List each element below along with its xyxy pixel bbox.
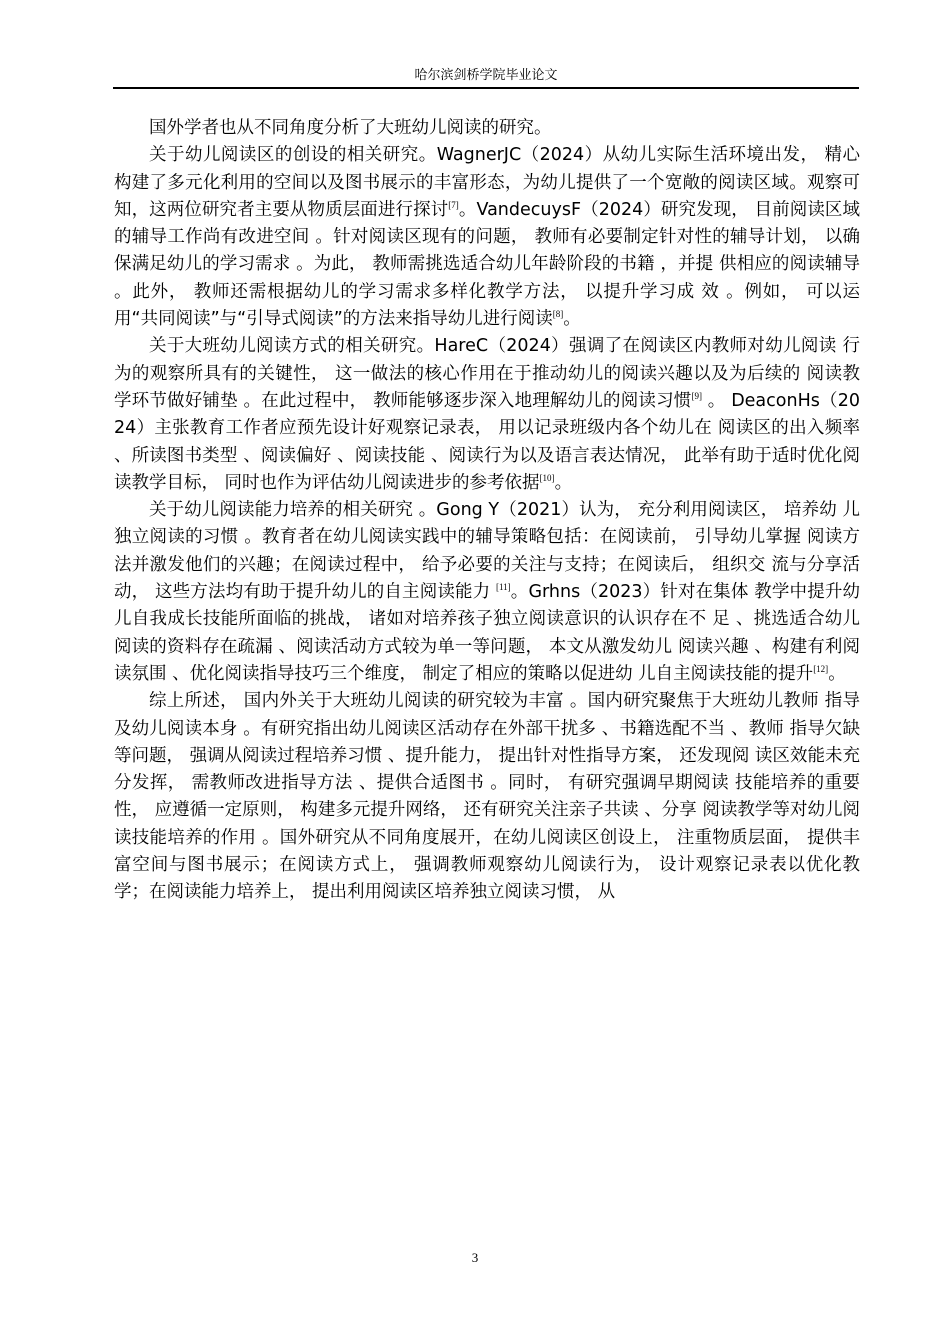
paragraph-text: 。 DeaconHs（2024）主张教育工作者应预先设计好观察记录表， 用以记录班级内各个幼儿在 阅读区的出入频率 、所读图书类型 、阅读偏好 、阅读技能 、阅读行为以及语言表达情况， 此举有助于适时优化阅读教学目标， 同时也作为评估幼儿阅读进步的参考依据 [114,390,860,493]
citation-11: [11] [495,582,511,593]
paragraph-reading-area-design [114,142,860,333]
page-header [113,0,859,90]
paragraph-reading-ability [114,497,860,688]
paragraph-text: 国外学者也从不同角度分析了大班幼儿阅读的研究。 [149,118,552,138]
header-title: 哈尔滨剑桥学院毕业论文 [414,68,558,83]
paragraph-text: 。 [554,472,573,493]
paragraph-text: 。 [563,309,581,330]
paragraph-text: 。VandecuysF（2024）研究发现， 目前阅读区域的辅导工作尚有改进空间 。针对阅读区现有的问题， 教师有必要制定针对性的辅导计划， 以确保满足幼儿的学习需求 。为此， 教师需挑选适合幼儿年龄阶段的书籍 ，并提 供相应的阅读辅导 。此外， 教师还需根据幼儿的学习需求多样化教学方法， 以提升学习成 效 。例如， 可以运用“共同阅读”与“引导式阅读”的方法来指导幼儿进行阅读 [114,199,860,330]
paragraph-intro [114,115,860,142]
paragraph-text: 关于幼儿阅读区的创设的相关研究。WagnerJC（2024）从幼儿实际生活环境出发， 精心构建了多元化利用的空间以及图书展示的丰富形态，为幼儿提供了一个宽敞的阅读区域。观察可知，这两位研究者主要从物质层面进行探讨 [114,145,860,220]
paragraph-text: 。 [828,663,846,684]
body-text [114,115,860,907]
citation-12: [12] [813,664,829,675]
paragraph-text: 综上所述， 国内外关于大班幼儿阅读的研究较为丰富 。国内研究聚焦于大班幼儿教师 指导及幼儿阅读本身 。有研究指出幼儿阅读区活动存在外部干扰多 、书籍选配不当 、教师 指导欠缺等问题， 强调从阅读过程培养习惯 、提升能力， 提出针对性指导方案， 还发现阅 读区效能未充分发挥， 需教师改进指导方法 、提供合适图书 。同时， 有研究强调早期阅读 技能培养的重要性， 应遵循一定原则， 构建多元提升网络， 还有研究关注亲子共读 、分享 阅读教学等对幼儿阅读技能培养的作用 。国外研究从不同角度展开，在幼儿阅读区创设上， 注重物质层面， 提供丰富空间与图书展示；在阅读方式上， 强调教师观察幼儿阅读行为， 设计观察记录表以优化教学；在阅读能力培养上， 提出利用阅读区培养独立阅读习惯， 从 [114,691,860,903]
paragraph-reading-methods [114,333,860,497]
header-rule [113,87,859,89]
citation-8: [8] [552,309,564,320]
citation-7: [7] [448,200,459,211]
page-number: 3 [471,1250,479,1265]
citation-9: [9] [691,391,702,402]
citation-10: [10] [539,473,555,484]
paragraph-text: 。Grhns（2023）针对在集体 教学中提升幼儿自我成长技能所面临的挑战， 诸如对培养孩子独立阅读意识的认识存在不 足 、挑选适合幼儿阅读的资料存在疏漏 、阅读活动方式较为单一等问题， 本文从激发幼儿 阅读兴趣 、构建有利阅读氛围 、优化阅读指导技巧三个维度， 制定了相应的策略以促进幼 儿自主阅读技能的提升 [114,582,860,684]
paragraph-summary [114,688,860,906]
paragraph-text: 关于幼儿阅读能力培养的相关研究 。Gong Y（2021）认为， 充分利用阅读区， 培养幼 儿独立阅读的习惯 。教育者在幼儿阅读实践中的辅导策略包括：在阅读前， 引导幼儿掌握 阅读方法并激发他们的兴趣；在阅读过程中， 给予必要的关注与支持；在阅读后， 组织交 流与分享活动， 这些方法均有助于提升幼儿的自主阅读能力 [114,500,860,603]
paragraph-text: 关于大班幼儿阅读方式的相关研究。HareC（2024）强调了在阅读区内教师对幼儿阅读 行为的观察所具有的关键性， 这一做法的核心作用在于推动幼儿的阅读兴趣以及为后续的 阅读教学环节做好铺垫 。在此过程中， 教师能够逐步深入地理解幼儿的阅读习惯 [114,336,860,411]
